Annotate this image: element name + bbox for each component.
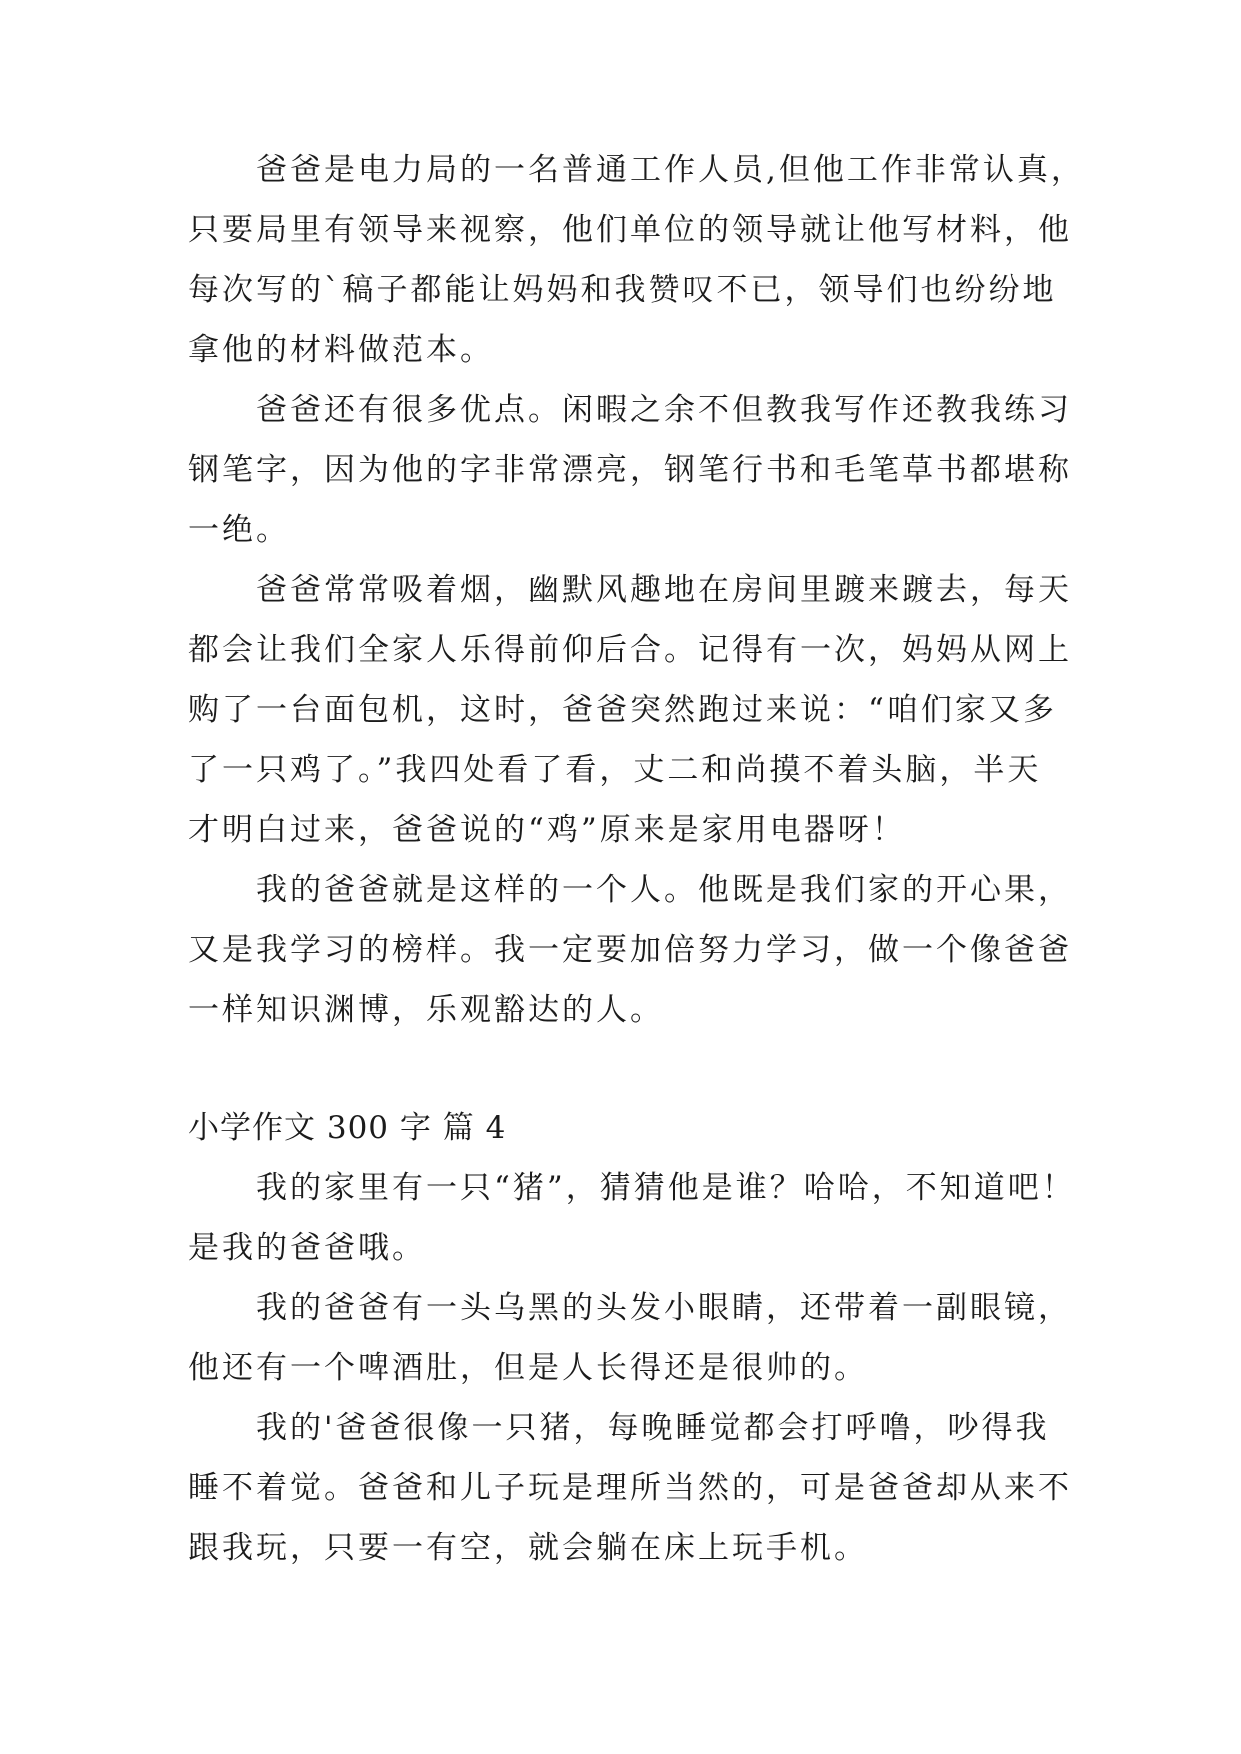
paragraph-line: 爸爸是电力局的一名普通工作人员,但他工作非常认真， [256,152,1085,188]
paragraph-line: 都会让我们全家人乐得前仰后合。记得有一次，妈妈从网上 [188,632,1072,668]
paragraph-line: 购了一台面包机，这时，爸爸突然跑过来说：“咱们家又多 [188,692,1057,728]
paragraph-line: 钢笔字，因为他的字非常漂亮，钢笔行书和毛笔草书都堪称 [188,452,1072,488]
paragraph-line: 每次写的`稿子都能让妈妈和我赞叹不已，领导们也纷纷地 [188,272,1057,308]
paragraph-line: 了一只鸡了。”我四处看了看，丈二和尚摸不着头脑，半天 [188,752,1042,788]
paragraph-line: 爸爸常常吸着烟，幽默风趣地在房间里踱来踱去，每天 [256,572,1072,608]
paragraph-line: 爸爸还有很多优点。闲暇之余不但教我写作还教我练习 [256,392,1072,428]
paragraph-line: 我的'爸爸很像一只猪，每晚睡觉都会打呼噜，吵得我 [256,1410,1050,1446]
paragraph-line: 睡不着觉。爸爸和儿子玩是理所当然的，可是爸爸却从来不 [188,1470,1072,1506]
paragraph-line: 一样知识渊博，乐观豁达的人。 [188,992,664,1028]
paragraph-line: 又是我学习的榜样。我一定要加倍努力学习，做一个像爸爸 [188,932,1072,968]
section-heading: 小学作文 300 字 篇 4 [188,1110,507,1146]
paragraph-line: 只要局里有领导来视察，他们单位的领导就让他写材料，他 [188,212,1072,248]
paragraph-line: 我的家里有一只“猪”，猜猜他是谁？哈哈，不知道吧！ [256,1170,1076,1206]
paragraph-line: 跟我玩，只要一有空，就会躺在床上玩手机。 [188,1530,868,1566]
paragraph-line: 拿他的材料做范本。 [188,332,494,368]
paragraph-line: 我的爸爸就是这样的一个人。他既是我们家的开心果， [256,872,1072,908]
paragraph-line: 一绝。 [188,512,290,548]
paragraph-line: 才明白过来，爸爸说的“鸡”原来是家用电器呀！ [188,812,906,848]
paragraph-line: 是我的爸爸哦。 [188,1230,426,1266]
paragraph-line: 我的爸爸有一头乌黑的头发小眼睛，还带着一副眼镜， [256,1290,1072,1326]
paragraph-line: 他还有一个啤酒肚，但是人长得还是很帅的。 [188,1350,868,1386]
